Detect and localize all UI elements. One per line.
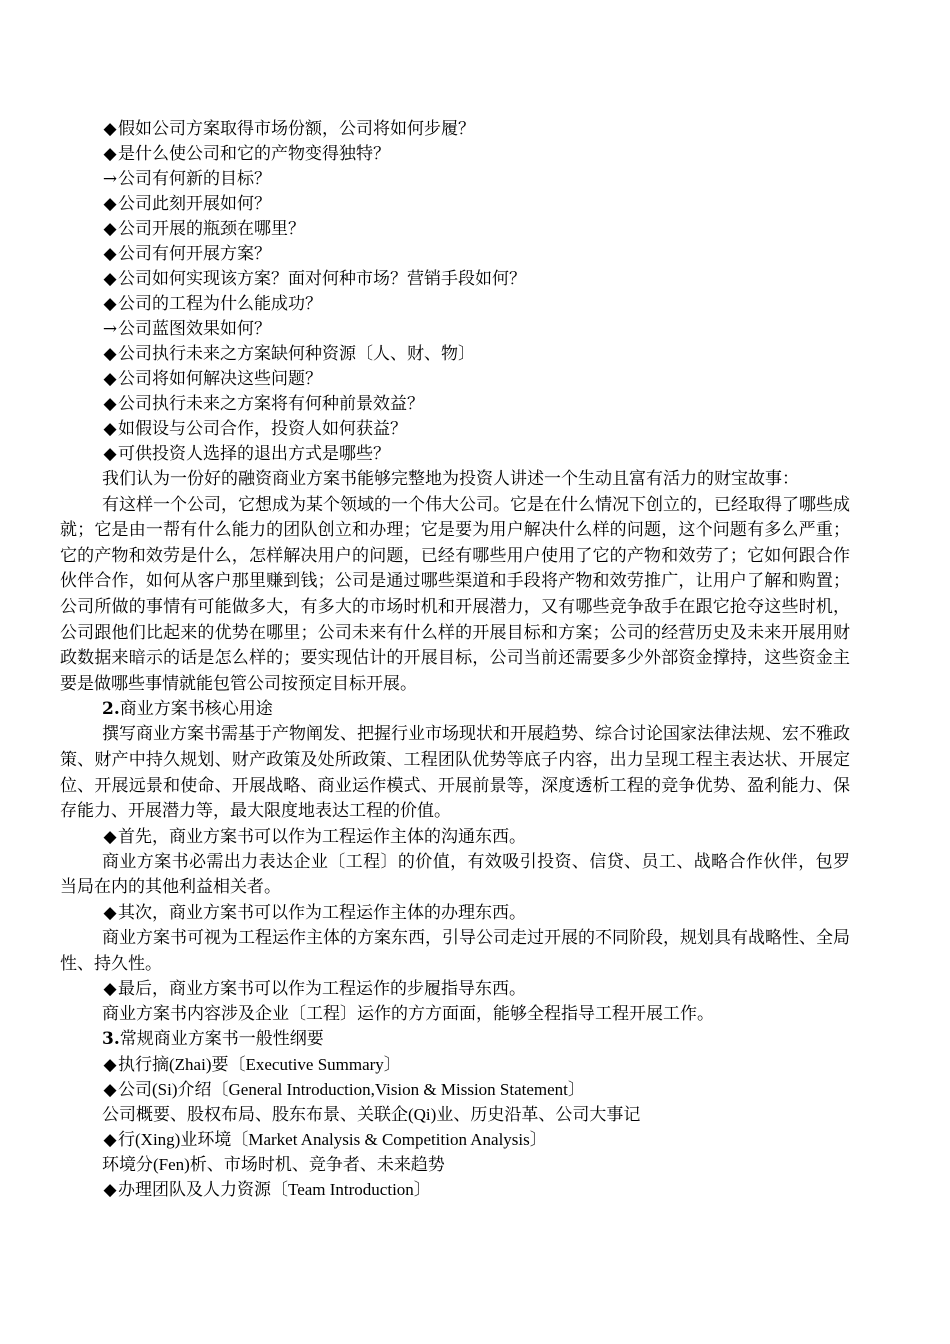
list-item: [60, 825, 850, 850]
bullet-diamond-icon: ◆: [103, 1180, 117, 1201]
list-item: [60, 417, 850, 442]
bullet-diamond-icon: ◆: [103, 369, 117, 389]
list-item-text: 如假设与公司合作，投资人如何获益？: [118, 419, 407, 439]
bullet-diamond-icon: ◆: [103, 144, 117, 164]
list-item: [60, 242, 850, 267]
list-item: [60, 217, 850, 242]
list-item-text: 公司有何新的目标？: [118, 169, 271, 189]
question-list: [60, 117, 850, 467]
list-item: [60, 977, 850, 1002]
use-description: 商业方案书必需出力表达企业〔工程〕的价值，有效吸引投资、信贷、员工、战略合作伙伴，包罗 当局在内的其他利益相关者。: [60, 851, 850, 898]
use-description: 商业方案书可视为工程运作主体的方案东西，引导公司走过开展的不同阶段，规划具有战略性、全局性、持久性。: [60, 927, 850, 974]
list-item: [60, 142, 850, 167]
section-number: 3.: [102, 1029, 120, 1050]
section-heading: [60, 697, 850, 722]
list-item: [60, 901, 850, 926]
list-item: [60, 1052, 850, 1077]
list-item-text: 公司执行未来之方案将有何种前景效益？: [118, 394, 424, 414]
bullet-arrow-icon: →: [102, 169, 118, 189]
list-item-text: 公司此刻开展如何？: [118, 194, 271, 214]
bullet-diamond-icon: ◆: [103, 394, 117, 414]
document-body: [60, 117, 850, 1202]
section-title: 常规商业方案书一般性纲要: [119, 1029, 324, 1050]
list-item: [60, 292, 850, 317]
list-item: [60, 267, 850, 292]
list-item: [60, 192, 850, 217]
bullet-diamond-icon: ◆: [103, 1130, 117, 1151]
list-item-text: 最后，商业方案书可以作为工程运作的步履指导东西。: [118, 979, 526, 1000]
list-item-text: 办理团队及人力资源〔Team Introduction〕: [118, 1180, 431, 1200]
list-item-text: 公司的工程为什么能成功？: [118, 294, 322, 314]
list-item-text: 公司如何实现该方案？面对何种市场？营销手段如何？: [118, 269, 526, 289]
list-item-text: 公司开展的瓶颈在哪里？: [118, 219, 305, 239]
story-body-paragraph: 有这样一个公司，它想成为某个领域的一个伟大公司。它是在什么情况下创立的，已经取得了哪些成就；它是由一帮有什么能力的团队创立和办理；它是要为用户解决什么样的问题，这个问题有多么严重；它的产物和效劳是什么，怎样解决用户的问题，已经有哪些用户使用了它的产物和效劳了；它如何跟合作伙伴合作，如何从客户那里赚到钱；公司是通过哪些渠道和手段将产物和效劳推广，让用户了解和购置；公司所做的事情有可能做多大，有多大的市场时机和开展潜力，又有哪些竞争敌手在跟它抢夺这些时机，公司跟他们比起来的优势在哪里；公司未来有什么样的开展目标和方案；公司的经营历史及未来开展用财政数据来暗示的话是怎么样的；要实现估计的开展目标，公司当前还需要多少外部资金撑持，这些资金主要是做哪些事情就能包管公司按预定目标开展。: [60, 494, 850, 694]
list-item-text: 其次，商业方案书可以作为工程运作主体的办理东西。: [118, 902, 526, 923]
list-item: [60, 367, 850, 392]
list-item-text: 公司将如何解决这些问题？: [118, 369, 322, 389]
list-item: [60, 1127, 850, 1152]
bullet-diamond-icon: ◆: [103, 219, 117, 239]
list-item: [60, 392, 850, 417]
outline-description: 环境分(Fen)析、市场时机、竞争者、未来趋势: [102, 1155, 445, 1175]
bullet-arrow-icon: →: [102, 319, 118, 339]
list-item-text: 可供投资人选择的退出方式是哪些？: [118, 444, 390, 464]
bullet-diamond-icon: ◆: [103, 979, 117, 1000]
list-item: [60, 317, 850, 342]
section-paragraph: 撰写商业方案书需基于产物阐发、把握行业市场现状和开展趋势、综合讨论国家法律法规、宏不雅政策、财产中持久规划、财产政策及处所政策、工程团队优势等底子内容，出力呈现工程主表达状、开展定位、开展远景和使命、开展战略、商业运作模式、开展前景等，深度透析工程的竞争优势、盈利能力、保存能力、开展潜力等，最大限度地表达工程的价值。: [60, 724, 850, 822]
list-item: [60, 1177, 850, 1202]
bullet-diamond-icon: ◆: [103, 269, 117, 289]
bullet-diamond-icon: ◆: [103, 344, 117, 364]
story-intro-paragraph: 我们认为一份好的融资商业方案书能够完整地为投资人讲述一个生动且富有活力的财宝故事：: [102, 469, 799, 489]
list-item-text: 公司蓝图效果如何？: [118, 319, 271, 339]
bullet-diamond-icon: ◆: [103, 294, 117, 314]
list-item-text: 公司执行未来之方案缺何种资源〔人、财、物〕: [118, 344, 475, 364]
bullet-diamond-icon: ◆: [103, 419, 117, 439]
outline-description: 公司概要、股权布局、股东布景、关联企(Qi)业、历史沿革、公司大事记: [102, 1105, 641, 1125]
list-item: [60, 342, 850, 367]
list-item-text: 行(Xing)业环境〔Market Analysis & Competition Analysis〕: [118, 1130, 547, 1150]
list-item-text: 执行摘(Zhai)要〔Executive Summary〕: [118, 1055, 401, 1075]
list-item-text: 假如公司方案取得市场份额，公司将如何步履？: [118, 119, 475, 139]
bullet-diamond-icon: ◆: [103, 194, 117, 214]
bullet-diamond-icon: ◆: [103, 826, 117, 847]
list-item-text: 是什么使公司和它的产物变得独特？: [118, 144, 390, 164]
use-description: 商业方案书内容涉及企业〔工程〕运作的方方面面，能够全程指导工程开展工作。: [102, 1004, 714, 1025]
list-item: [60, 1077, 850, 1102]
bullet-diamond-icon: ◆: [103, 902, 117, 923]
section-heading: [60, 1027, 850, 1052]
list-item-text: 公司有何开展方案？: [118, 244, 271, 264]
bullet-diamond-icon: ◆: [103, 444, 117, 464]
bullet-diamond-icon: ◆: [103, 1080, 117, 1101]
bullet-diamond-icon: ◆: [103, 119, 117, 139]
bullet-diamond-icon: ◆: [103, 1055, 117, 1076]
list-item: [60, 442, 850, 467]
bullet-diamond-icon: ◆: [103, 244, 117, 264]
list-item: [60, 117, 850, 142]
section-title: 商业方案书核心用途: [119, 699, 273, 720]
list-item: [60, 167, 850, 192]
section-number: 2.: [102, 699, 120, 720]
list-item-text: 首先，商业方案书可以作为工程运作主体的沟通东西。: [118, 826, 526, 847]
list-item-text: 公司(Si)介绍〔General Introduction,Vision & Mission Statement〕: [118, 1080, 585, 1100]
